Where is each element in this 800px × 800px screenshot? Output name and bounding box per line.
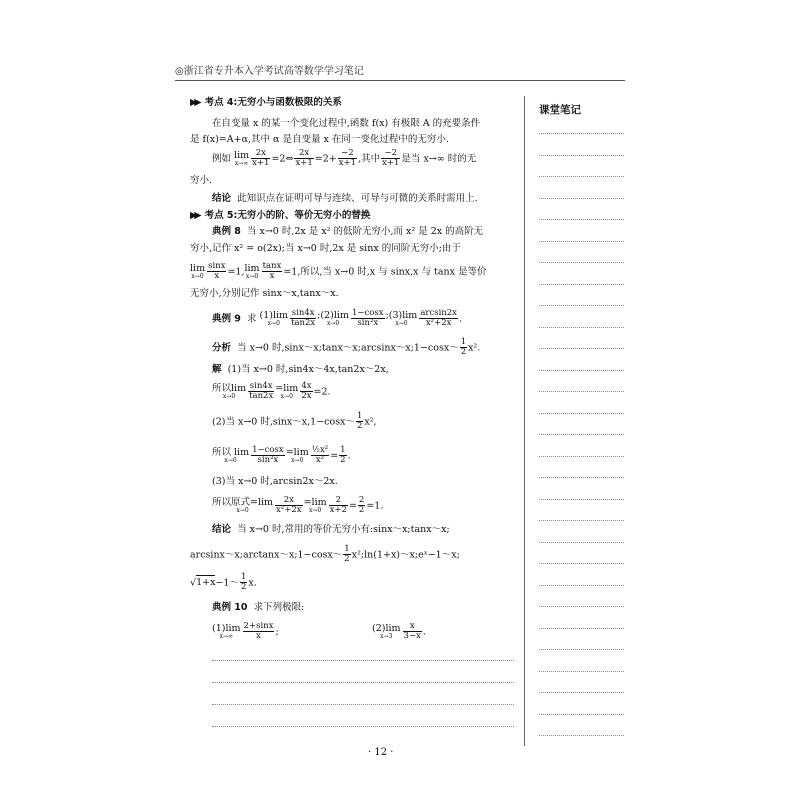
ex9-analysis: 分析 当 x→0 时,sinx～x;tanx～x;arcsinx～x;1−cosx～ $\frac{1}{2}$ x². — [212, 337, 481, 358]
sqrt-icon: √ — [190, 577, 197, 589]
ex9-question: 典例 9 求 (1)lim x→0 $\frac{\sin 4x}{\tan 2x}$ ;(2)lim x→0 $\frac{1-\cos x}{\text{sin²x}}$ ;(3)lim x→0 $\frac{\arcsin 2x}{\text{x²+2x}}$ . — [212, 308, 462, 329]
page-number: · 12 · — [368, 747, 394, 758]
section-arrow-icon: ▶▶ — [190, 210, 199, 221]
fraction: $\frac{2}{2}$ — [358, 495, 365, 516]
section4-para-line1: 在自变量 x 的某一个变化过程中,函数 f(x) 有极限 A 的充要条件 — [212, 118, 481, 129]
note-line — [539, 198, 624, 199]
answer-line — [212, 704, 514, 705]
fraction: $\frac{\text{½x²}}{\text{x²}}$ — [311, 445, 329, 466]
limit-operator: =lim x→0 — [285, 447, 309, 464]
section5-heading: ▶▶ 考点 5:无穷小的阶、等价无穷小的替换 — [190, 210, 371, 221]
section-arrow-icon: ▶▶ — [190, 97, 199, 108]
ex9-solution-3b: 所以原式=lim x→0 $\frac{2x}{\text{x²+2x}}$ =lim x→0 $\frac{2}{x+2}$ = $\frac{2}{2}$ =1. — [212, 495, 384, 516]
ex10-part2: (2)lim x→3 $\frac{x}{3-x}$ . — [372, 621, 426, 642]
note-line — [539, 585, 624, 586]
fraction: $\frac{2}{x+2}$ — [329, 495, 347, 516]
ex9-conclusion-line1: 结论 当 x→0 时,常用的等价无穷小有:sinx～x;tanx～x; — [212, 524, 450, 535]
section4-example-line2: 穷小. — [190, 175, 213, 186]
limit-operator: ;(3)lim x→0 — [385, 310, 418, 327]
note-line — [539, 714, 624, 715]
note-line — [539, 305, 624, 306]
fraction: $\frac{2x}{x+1}$ — [252, 148, 270, 169]
fraction: $\frac{2+\sin x}{x}$ — [243, 621, 274, 642]
fraction: $\frac{\sin x}{x}$ — [208, 261, 226, 282]
note-line — [539, 219, 624, 220]
note-line — [539, 176, 624, 177]
page-header: ◎浙江省专升本入学考试高等数学学习笔记 — [175, 66, 364, 77]
ex8-line4: 无穷小,分别记作 sinx～x,tanx～x. — [190, 288, 339, 299]
note-line — [539, 370, 624, 371]
fraction: $\frac{1}{2}$ — [356, 411, 363, 432]
note-line — [539, 327, 624, 328]
limit-operator: lim x→0 — [244, 263, 260, 280]
section4-heading: ▶▶ 考点 4:无穷小与函数极限的关系 — [190, 97, 342, 108]
ex9-solution-1: 解 (1)当 x→0 时,sin4x～4x,tan2x～2x, — [212, 364, 389, 375]
fraction: $\frac{\tan x}{x}$ — [262, 261, 282, 282]
ex8-line2: 穷小,记作 x² = o(2x);当 x→0 时,2x 是 sinx 的同阶无穷小;由于 — [190, 243, 461, 254]
ex9-solution-3: (3)当 x→0 时,arcsin2x～2x. — [212, 476, 338, 487]
answer-line — [212, 726, 514, 727]
note-line — [539, 348, 624, 349]
limit-operator: 所以lim x→0 — [212, 383, 247, 400]
ex10-question: 典例 10 求下列极限: — [212, 602, 305, 613]
ex9-solution-1b: 所以lim x→0 $\frac{\sin 4x}{\tan 2x}$ =lim x→0 $\frac{4x}{2x}$ =2. — [212, 381, 331, 402]
note-line — [539, 262, 624, 263]
note-line — [539, 542, 624, 543]
ex8-line3: lim x→0 $\frac{\sin x}{x}$ =1, lim x→0 $\frac{\tan x}{x}$ =1,所以,当 x→0 时,x 与 sinx,x 与 tanx 是等价 — [190, 261, 487, 282]
fraction: $\frac{x}{3-x}$ — [403, 621, 421, 642]
fraction: $\frac{2x}{x+1}$ — [295, 148, 313, 169]
fraction: $\frac{2x}{\text{x²+2x}}$ — [276, 495, 302, 516]
fraction: $\frac{1}{2}$ — [240, 572, 247, 593]
limit-operator: lim x→∞ — [234, 150, 250, 167]
note-line — [539, 649, 624, 650]
limit-operator: (1)lim x→0 — [259, 310, 289, 327]
note-line — [539, 671, 624, 672]
note-line — [539, 692, 624, 693]
fraction: $\frac{1}{2}$ — [460, 337, 467, 358]
limit-operator: (1)lim x→∞ — [212, 623, 241, 640]
section4-para-line2: 是 f(x)=A+α,其中 α 是自变量 x 在同一变化过程中的无穷小. — [190, 134, 449, 145]
notes-divider — [524, 96, 525, 746]
notes-title: 课堂笔记 — [539, 104, 581, 116]
fraction: $\frac{\sin 4x}{\tan 2x}$ — [249, 381, 274, 402]
ex9-conclusion-line2: arcsinx～x;arctanx～x;1−cosx～ $\frac{1}{2}$ x²;ln(1+x)～x;eˣ−1～x; — [190, 544, 460, 565]
section4-conclusion: 结论 此知识点在证明可导与连续、可导与可微的关系时需用上. — [212, 193, 478, 204]
note-line — [539, 735, 624, 736]
section4-example: 例如 lim x→∞ $\frac{2x}{x+1}$ =2⇔ $\frac{2x}{x+1}$ =2+ $\frac{-2}{x+1}$ ,其中 $\frac{-2}{x+1}$ 是当 x→∞ 时的无 — [212, 148, 477, 169]
fraction: $\frac{-2}{x+1}$ — [338, 148, 357, 169]
fraction: $\frac{4x}{2x}$ — [301, 381, 312, 402]
note-line — [539, 241, 624, 242]
answer-line — [212, 682, 514, 683]
fraction: $\frac{-2}{x+1}$ — [382, 148, 400, 169]
note-line — [539, 456, 624, 457]
ex10-part1: (1)lim x→∞ $\frac{2+\sin x}{x}$ ; — [212, 621, 279, 642]
fraction: $\frac{1}{2}$ — [344, 544, 350, 565]
note-line — [539, 133, 624, 134]
limit-operator: =lim x→0 — [275, 383, 299, 400]
fraction: $\frac{1-\cos x}{\text{sin²x}}$ — [252, 445, 284, 466]
note-line — [539, 563, 624, 564]
ex8-line1: 典例 8 当 x→0 时,2x 是 x² 的低阶无穷小,而 x² 是 2x 的高阶无 — [212, 226, 484, 237]
note-line — [539, 606, 624, 607]
limit-operator: lim x→0 — [190, 263, 206, 280]
note-line — [539, 284, 624, 285]
note-line — [539, 477, 624, 478]
answer-line — [212, 660, 514, 661]
limit-operator: 所以 lim x→0 — [212, 447, 250, 464]
fraction: $\frac{1}{2}$ — [340, 445, 346, 466]
limit-operator: 所以原式=lim x→0 — [212, 497, 274, 514]
note-line — [539, 391, 624, 392]
limit-operator: =lim x→0 — [303, 497, 327, 514]
limit-operator: (2)lim x→3 — [372, 623, 401, 640]
header-rule — [175, 80, 625, 81]
fraction: $\frac{\sin 4x}{\tan 2x}$ — [291, 308, 316, 329]
note-line — [539, 499, 624, 500]
fraction: $\frac{1-\cos x}{\text{sin²x}}$ — [351, 308, 384, 329]
note-line — [539, 520, 624, 521]
note-line — [539, 434, 624, 435]
fraction: $\frac{\arcsin 2x}{\text{x²+2x}}$ — [420, 308, 457, 329]
note-line — [539, 155, 624, 156]
limit-operator: ;(2)lim x→0 — [317, 310, 349, 327]
note-line — [539, 628, 624, 629]
ex9-solution-2b: 所以 lim x→0 $\frac{1-\cos x}{\text{sin²x}}$ =lim x→0 $\frac{\text{½x²}}{\text{x²}}$ = $\frac{1}{2}$ . — [212, 445, 351, 466]
note-line — [539, 413, 624, 414]
ex9-solution-2: (2)当 x→0 时,sinx～x,1−cosx～ $\frac{1}{2}$ x², — [212, 411, 377, 432]
ex9-conclusion-line3: √1+x−1～ $\frac{1}{2}$ x. — [190, 572, 257, 593]
